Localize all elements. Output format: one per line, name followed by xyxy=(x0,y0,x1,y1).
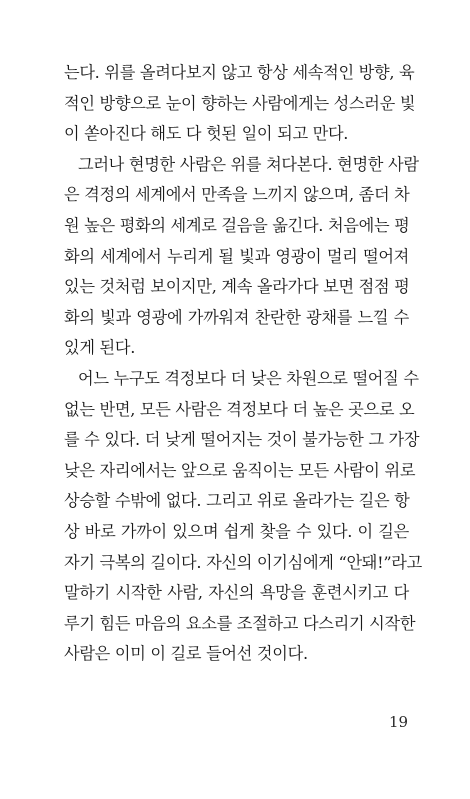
text-line: 낮은 자리에서는 앞으로 움직이는 모든 사람이 위로 xyxy=(64,460,416,480)
text-line: 원 높은 평화의 세계로 걸음을 옮긴다. 처음에는 평 xyxy=(64,215,410,235)
text-line: 상 바로 가까이 있으며 쉽게 찾을 수 있다. 이 길은 xyxy=(64,521,409,541)
text-line: 어느 누구도 격정보다 더 낮은 차원으로 떨어질 수 xyxy=(78,368,419,388)
text-line: 없는 반면, 모든 사람은 격정보다 더 높은 곳으로 오 xyxy=(64,399,415,419)
text-line: 화의 빛과 영광에 가까워져 찬란한 광채를 느낄 수 xyxy=(64,307,409,327)
body-text xyxy=(64,58,422,670)
text-line: 를 수 있다. 더 낮게 떨어지는 것이 불가능한 그 가장 xyxy=(64,430,420,450)
text-line: 은 격정의 세계에서 만족을 느끼지 않으며, 좀더 차 xyxy=(64,185,410,205)
text-line: 말하기 시작한 사람, 자신의 욕망을 훈련시키고 다 xyxy=(64,583,409,603)
text-line: 루기 힘든 마음의 요소를 조절하고 다스리기 시작한 xyxy=(64,613,416,633)
text-line: 상승할 수밖에 없다. 그리고 위로 올라가는 길은 항 xyxy=(64,491,410,511)
page-number: 19 xyxy=(389,713,409,731)
text-line: 이 쏟아진다 해도 다 헛된 일이 되고 만다. xyxy=(64,124,349,144)
text-line: 있는 것처럼 보이지만, 계속 올라가다 보면 점점 평 xyxy=(64,277,410,297)
text-line: 화의 세계에서 누리게 될 빛과 영광이 멀리 떨어져 xyxy=(64,246,409,266)
text-line: 는다. 위를 올려다보지 않고 항상 세속적인 방향, 육 xyxy=(64,63,415,82)
text-line: 적인 방향으로 눈이 향하는 사람에게는 성스러운 빛 xyxy=(64,93,416,113)
text-line: 그러나 현명한 사람은 위를 쳐다본다. 현명한 사람 xyxy=(78,154,419,174)
text-line: 있게 된다. xyxy=(64,338,136,358)
text-line: 사람은 이미 이 길로 들어선 것이다. xyxy=(64,644,308,664)
text-line: 자기 극복의 길이다. 자신의 이기심에게 “안돼!”라고 xyxy=(64,552,422,572)
